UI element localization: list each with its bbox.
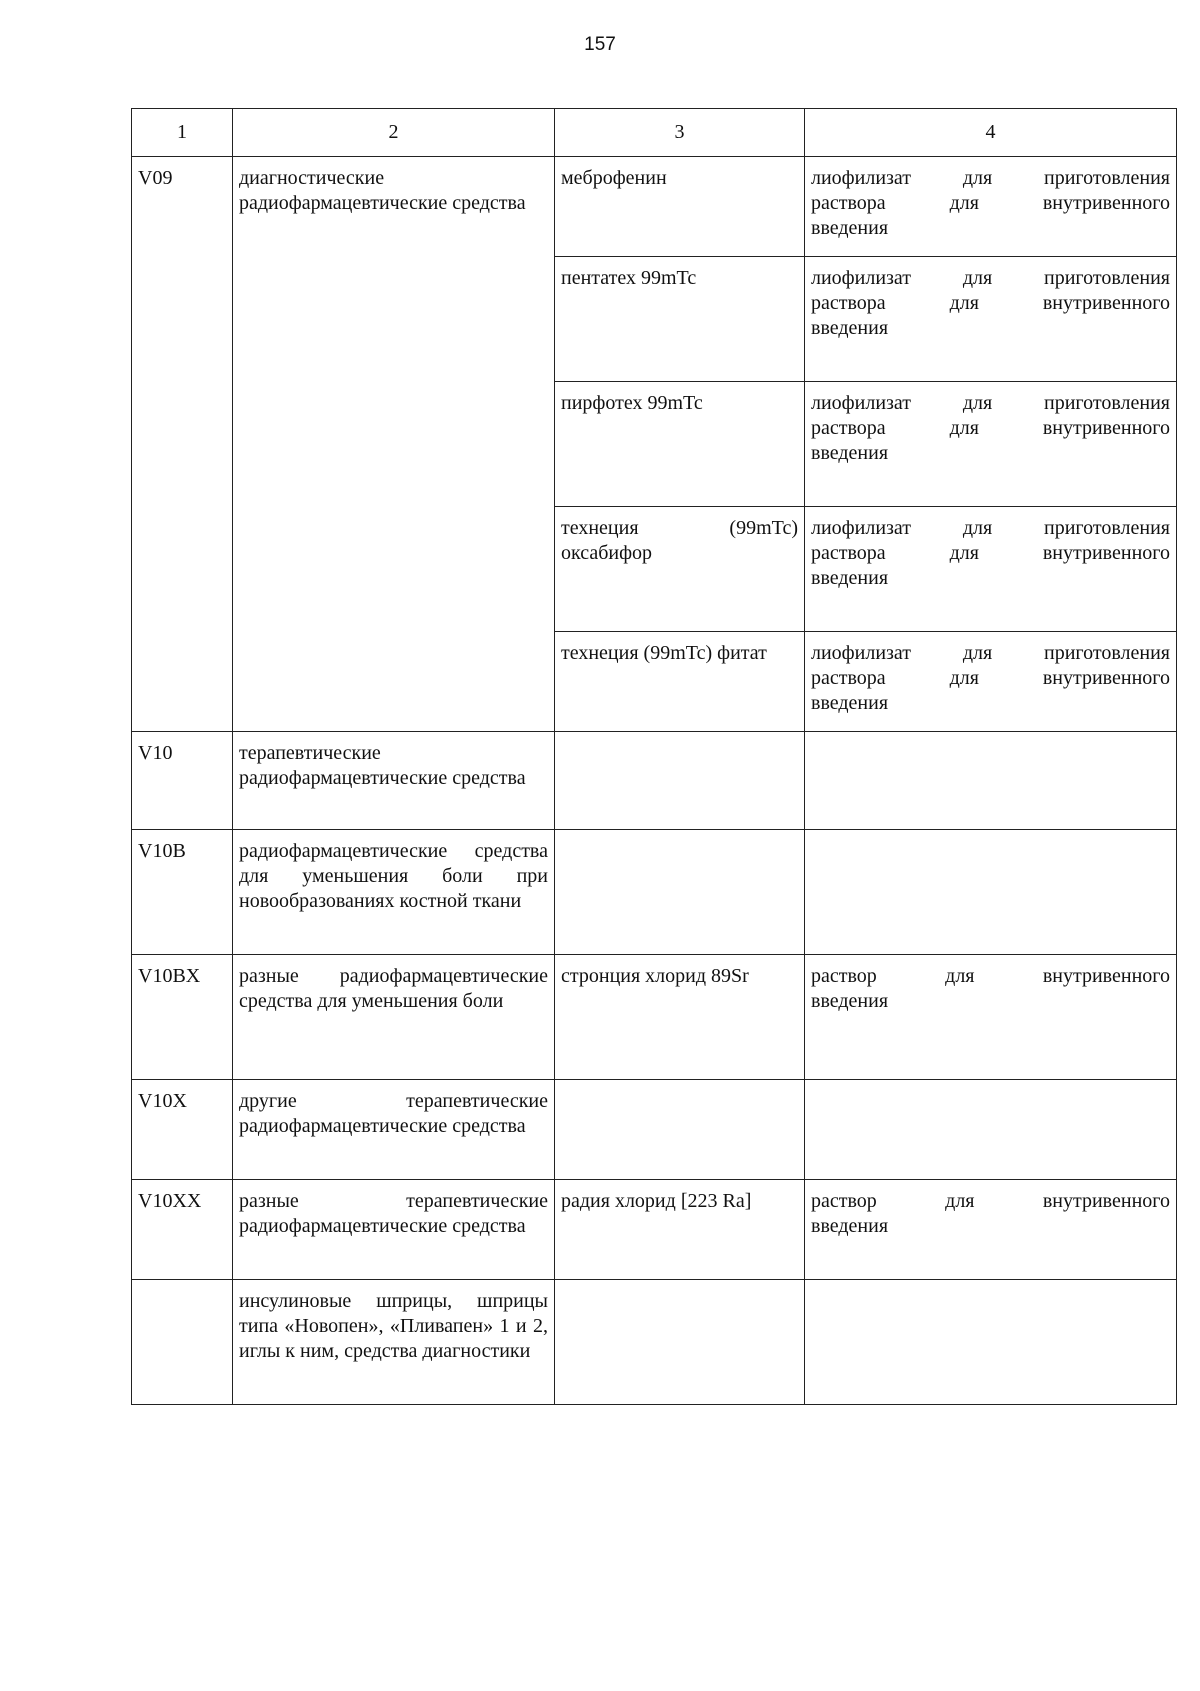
dosage-form-line: лиофилизат для приготовления — [811, 517, 1170, 539]
dosage-form — [805, 157, 1177, 257]
atc-code: V10BX — [132, 955, 233, 1080]
drug-name: технеция (99mTc) фитат — [555, 632, 805, 732]
dosage-form — [805, 1080, 1177, 1180]
drug-name: пентатех 99mTc — [555, 257, 805, 382]
group-name-text: разные терапевтические радиофармацевтические средства — [239, 1190, 548, 1237]
table-row — [132, 1080, 1177, 1180]
dosage-form-line: введения — [811, 692, 889, 714]
group-name — [233, 1280, 555, 1405]
dosage-form-line: введения — [811, 317, 889, 339]
table-row — [132, 732, 1177, 830]
column-header-4: 4 — [805, 109, 1177, 157]
atc-code — [132, 1280, 233, 1405]
dosage-form — [805, 732, 1177, 830]
group-name-text: другие терапевтические радиофармацевтические средства — [239, 1090, 548, 1137]
group-name — [233, 157, 555, 732]
atc-code: V10 — [132, 732, 233, 830]
dosage-form-line: раствора для внутривенного — [811, 292, 1170, 314]
column-header-1: 1 — [132, 109, 233, 157]
group-name-text: радиофармацевтические средства для уменьшения боли при новообразованиях костной ткани — [239, 840, 548, 912]
table-row — [132, 830, 1177, 955]
drug-name — [555, 507, 805, 632]
dosage-form — [805, 382, 1177, 507]
dosage-form-line: лиофилизат для приготовления — [811, 267, 1170, 289]
dosage-form-line: введения — [811, 442, 889, 464]
drug-name: стронция хлорид 89Sr — [555, 955, 805, 1080]
drug-name: меброфенин — [555, 157, 805, 257]
group-name — [233, 955, 555, 1080]
drug-name-text: технеция (99mTc) оксабифор — [561, 517, 798, 564]
dosage-form-line: раствора для внутривенного — [811, 417, 1170, 439]
dosage-form-line: введения — [811, 567, 889, 589]
dosage-form-line: раствора для внутривенного — [811, 667, 1170, 689]
drug-name — [555, 1080, 805, 1180]
dosage-form-line: лиофилизат для приготовления — [811, 392, 1170, 414]
group-name-text: разные радиофармацевтические средства для уменьшения боли — [239, 965, 548, 1012]
atc-code: V10B — [132, 830, 233, 955]
dosage-form-line: введения — [811, 1215, 889, 1237]
column-header-3: 3 — [555, 109, 805, 157]
atc-code: V10XX — [132, 1180, 233, 1280]
dosage-form-line: лиофилизат для приготовления — [811, 642, 1170, 664]
dosage-form — [805, 1180, 1177, 1280]
drug-name — [555, 830, 805, 955]
table-row — [132, 1280, 1177, 1405]
group-name-text: диагностические радиофармацевтические средства — [239, 167, 526, 214]
dosage-form-line: раствор для внутривенного — [811, 1190, 1170, 1212]
table-row — [132, 955, 1177, 1080]
dosage-form-line: раствора для внутривенного — [811, 192, 1170, 214]
group-name-text: терапевтические радиофармацевтические средства — [239, 742, 526, 789]
medication-table — [131, 108, 1177, 1405]
drug-name: радия хлорид [223 Ra] — [555, 1180, 805, 1280]
drug-name: пирфотех 99mTc — [555, 382, 805, 507]
dosage-form-line: введения — [811, 990, 889, 1012]
table-row — [132, 157, 1177, 257]
drug-name — [555, 1280, 805, 1405]
dosage-form-line: лиофилизат для приготовления — [811, 167, 1170, 189]
page-number: 157 — [584, 34, 616, 55]
dosage-form — [805, 1280, 1177, 1405]
column-header-2: 2 — [233, 109, 555, 157]
drug-name — [555, 732, 805, 830]
dosage-form-line: введения — [811, 217, 889, 239]
group-name — [233, 1180, 555, 1280]
table-header-row — [132, 109, 1177, 157]
dosage-form — [805, 830, 1177, 955]
group-name — [233, 830, 555, 955]
group-name — [233, 732, 555, 830]
dosage-form-line: раствор для внутривенного — [811, 965, 1170, 987]
table-row — [132, 1180, 1177, 1280]
dosage-form — [805, 507, 1177, 632]
dosage-form — [805, 955, 1177, 1080]
dosage-form — [805, 632, 1177, 732]
group-name-text: инсулиновые шприцы, шприцы типа «Новопен», «Пливапен» 1 и 2, иглы к ним, средства диагностики — [239, 1290, 548, 1362]
atc-code: V09 — [132, 157, 233, 732]
group-name — [233, 1080, 555, 1180]
dosage-form-line: раствора для внутривенного — [811, 542, 1170, 564]
atc-code: V10X — [132, 1080, 233, 1180]
dosage-form — [805, 257, 1177, 382]
